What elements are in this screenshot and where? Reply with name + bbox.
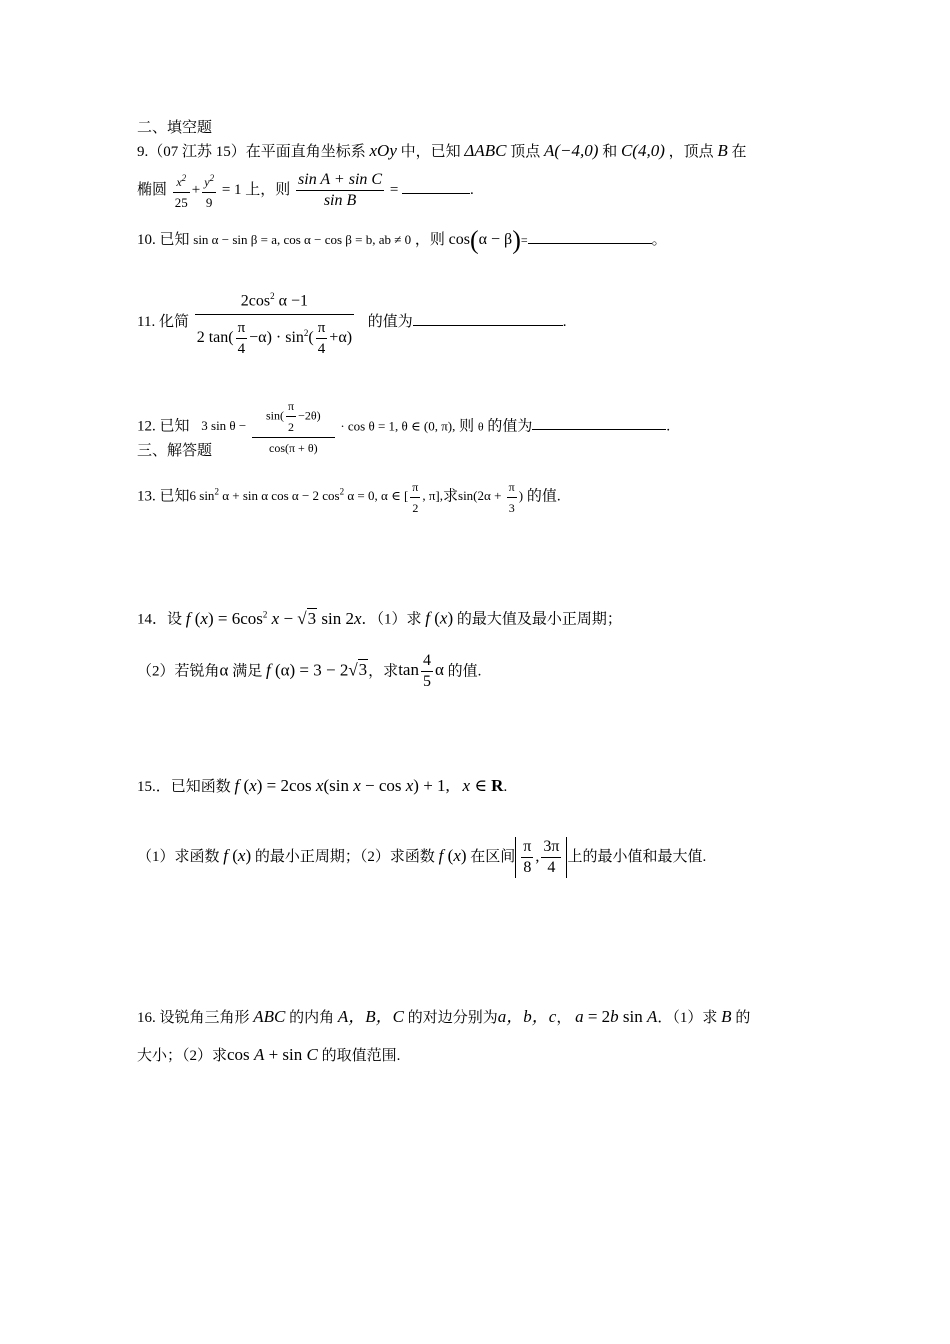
question-13	[137, 477, 561, 518]
math-function: f $(x) = 6\cos^2$ x − √3 sin 2x	[185, 608, 362, 628]
math-angles: A，B，C	[337, 1007, 404, 1026]
frac-den: 2	[412, 501, 419, 515]
answer-blank[interactable]	[532, 429, 666, 430]
text: 15.．已知函数	[137, 779, 231, 795]
answer-blank[interactable]	[402, 193, 470, 194]
frac-num: $2\cos^2$ α −1	[195, 286, 354, 315]
question-9-line-1	[137, 141, 747, 162]
section-title: 二、填空题	[137, 120, 213, 136]
frac-num: $y^2$	[202, 168, 216, 193]
math-eq: a = 2b sin A	[575, 1007, 658, 1026]
frac-den: sin B	[323, 192, 357, 209]
text: 顶点	[510, 144, 541, 160]
math-alpha: α	[219, 660, 229, 680]
math-expr: 6 $\sin^2 \alpha + \sin \alpha$ cos α − 2 $\cos^2 \alpha = 0$, α ∈ [ $\frac{\pi}{2}$ , π],	[190, 488, 443, 503]
text: （1）求函数	[137, 848, 220, 865]
math-inner: α − β	[478, 231, 513, 248]
text: 11. 化简	[137, 314, 189, 331]
frac-den: 3	[508, 501, 515, 515]
frac-num: π	[507, 477, 517, 498]
ellipse-term-y	[202, 168, 216, 213]
question-9-line-2: 椭圆 $\frac{x^2}{25}$ + $\frac{y^2}{9}$ = 1 上，则 $\frac{\text{sin A + sin C}}{\text{sin B}}$ = .	[137, 168, 474, 213]
q11-fraction	[195, 286, 354, 359]
math-eq: =	[389, 181, 399, 198]
frac-den: 4	[237, 341, 246, 358]
frac-num: 4	[421, 651, 433, 672]
math-theta: θ	[477, 419, 484, 434]
text: 13. 已知	[137, 488, 190, 505]
math-cos: cos	[448, 231, 470, 248]
text: （2）若锐角	[137, 663, 220, 680]
text: 9.（07 江苏 15）在平面直角坐标系	[137, 144, 366, 160]
frac-den: 25	[174, 195, 188, 210]
frac-num: π	[286, 396, 296, 417]
frac-den: 4	[317, 341, 326, 358]
math-condition: sin α − sin β = a, cos α − cos β = b, ab ≠ 0	[193, 232, 412, 247]
text: ．（1）求	[361, 611, 422, 628]
section-heading-solve	[137, 441, 212, 461]
math-eq: = 1	[221, 181, 242, 198]
q12-fraction	[252, 396, 335, 458]
paren: (	[469, 225, 479, 255]
frac-num: π	[521, 837, 533, 858]
math-fx: f (x)	[438, 845, 467, 865]
four-fifths	[421, 651, 433, 692]
frac-den: 2 tan( $\frac{\pi}{4}$ $-\alpha) \cdot \sin^2$( $\frac{\pi}{4}$ +α)	[196, 320, 353, 358]
pi-over-4	[236, 318, 248, 359]
text: .	[666, 418, 671, 435]
frac-num: π	[316, 318, 328, 339]
text: 10. 已知	[137, 232, 190, 248]
question-15-line-2	[137, 837, 706, 878]
question-16-line-1	[137, 1007, 750, 1028]
pi-over-4	[316, 318, 328, 359]
answer-blank[interactable]	[413, 325, 563, 326]
math-expr: · cos θ = 1, θ ∈ (0, π),	[340, 418, 456, 434]
var: x	[176, 175, 182, 189]
text: 满足	[232, 663, 263, 680]
text: 大小；（2）求	[137, 1048, 228, 1064]
text: ，	[556, 1010, 572, 1026]
math-b: B	[721, 1007, 732, 1026]
frac-den: 4	[547, 859, 556, 876]
sine-ratio	[296, 170, 384, 211]
math-triangle: ΔABC	[464, 141, 507, 160]
text: 12. 已知	[137, 418, 190, 435]
frac-den: cos(π + θ)	[269, 441, 318, 455]
text: 上，则	[245, 181, 291, 198]
math-point-a: A(−4,0)	[544, 141, 599, 160]
frac-den: 5	[422, 673, 431, 690]
math-fx: f (x)	[223, 845, 252, 865]
text: .	[503, 779, 508, 795]
text: ．（1）求	[657, 1010, 718, 1026]
question-14-line-1	[137, 604, 622, 630]
math-triangle: ABC	[253, 1007, 286, 1026]
math-function: f (x) = 2cos x(sin x − cos x) + 1, x ∈ R	[234, 776, 504, 795]
text: 和	[602, 144, 618, 160]
text: ，求	[368, 663, 399, 680]
text: .	[470, 181, 474, 198]
text: ，顶点	[668, 144, 714, 160]
section-title: 三、解答题	[137, 443, 213, 459]
text: 。	[651, 232, 667, 248]
section-heading-fill-in	[137, 118, 212, 138]
var: y	[204, 175, 210, 189]
math-tan: tan $\frac{4}{5}$ α	[398, 652, 444, 690]
text: 的值.	[526, 488, 561, 505]
text: 中，已知	[400, 144, 461, 160]
pi-over-3	[507, 477, 517, 518]
text: ，则	[414, 232, 445, 248]
text: 的值为	[487, 418, 533, 435]
answer-blank[interactable]	[528, 243, 652, 244]
ellipse-term-x	[173, 168, 190, 213]
question-14-line-2	[137, 651, 481, 692]
question-15-line-1	[137, 776, 507, 797]
math-expr: 3 sin θ −	[201, 418, 247, 434]
frac-num: sin( $\frac{\pi}{2}$ −2θ)	[252, 396, 335, 438]
text: 16. 设锐角三角形	[137, 1010, 250, 1026]
frac-num: $x^2$	[173, 168, 190, 193]
text: 的最大值及最小正周期；	[456, 611, 622, 628]
text: 的最小正周期；（2）求函数	[254, 848, 435, 865]
math-fa: f (α) = 3 − 2√3	[265, 660, 368, 680]
text: 则	[459, 418, 475, 435]
frac-den: 9	[205, 195, 213, 210]
text: 的	[735, 1010, 751, 1026]
math-point-c: C(4,0)	[620, 141, 665, 160]
math-sides: a，b，c	[497, 1007, 557, 1026]
math-interval: $\frac{\pi}{8}$ , $\frac{3\pi}{4}$	[515, 837, 567, 878]
three-pi-over-4	[541, 837, 561, 878]
text: 椭圆	[137, 181, 168, 198]
math-xoy: xOy	[369, 141, 397, 160]
question-10	[137, 225, 667, 255]
question-12	[137, 396, 670, 458]
pi-over-8	[521, 837, 533, 878]
math-expr: cos A + sin C	[227, 1045, 318, 1064]
text: .	[562, 314, 567, 331]
text: 求	[443, 488, 459, 505]
frac-num: sin A + sin C	[296, 170, 384, 191]
question-11	[137, 286, 567, 359]
math-fx: f (x)	[425, 608, 454, 628]
math-eq: =	[520, 233, 528, 247]
frac-num: π	[236, 318, 248, 339]
text: 在	[731, 144, 747, 160]
text: 的值.	[447, 663, 482, 680]
text: 在区间	[470, 848, 516, 865]
frac-num: π	[410, 477, 420, 498]
text: 上的最小值和最大值.	[567, 848, 707, 865]
paren: )	[512, 225, 521, 255]
frac-num: 3π	[541, 837, 561, 858]
pi-over-2	[410, 477, 420, 518]
text: 的值为	[367, 314, 413, 331]
question-16-line-2	[137, 1045, 400, 1066]
text: 14．设	[137, 611, 183, 628]
math-expr2: sin(2α + $\frac{\pi}{3}$ )	[458, 488, 523, 503]
text: 的对边分别为	[407, 1010, 498, 1026]
math-point-b: B	[717, 141, 728, 160]
text: 的取值范围.	[321, 1048, 401, 1064]
pi-over-2	[286, 396, 296, 437]
text: 的内角	[289, 1010, 335, 1026]
frac-den: 8	[523, 859, 532, 876]
frac-den: 2	[288, 420, 295, 434]
